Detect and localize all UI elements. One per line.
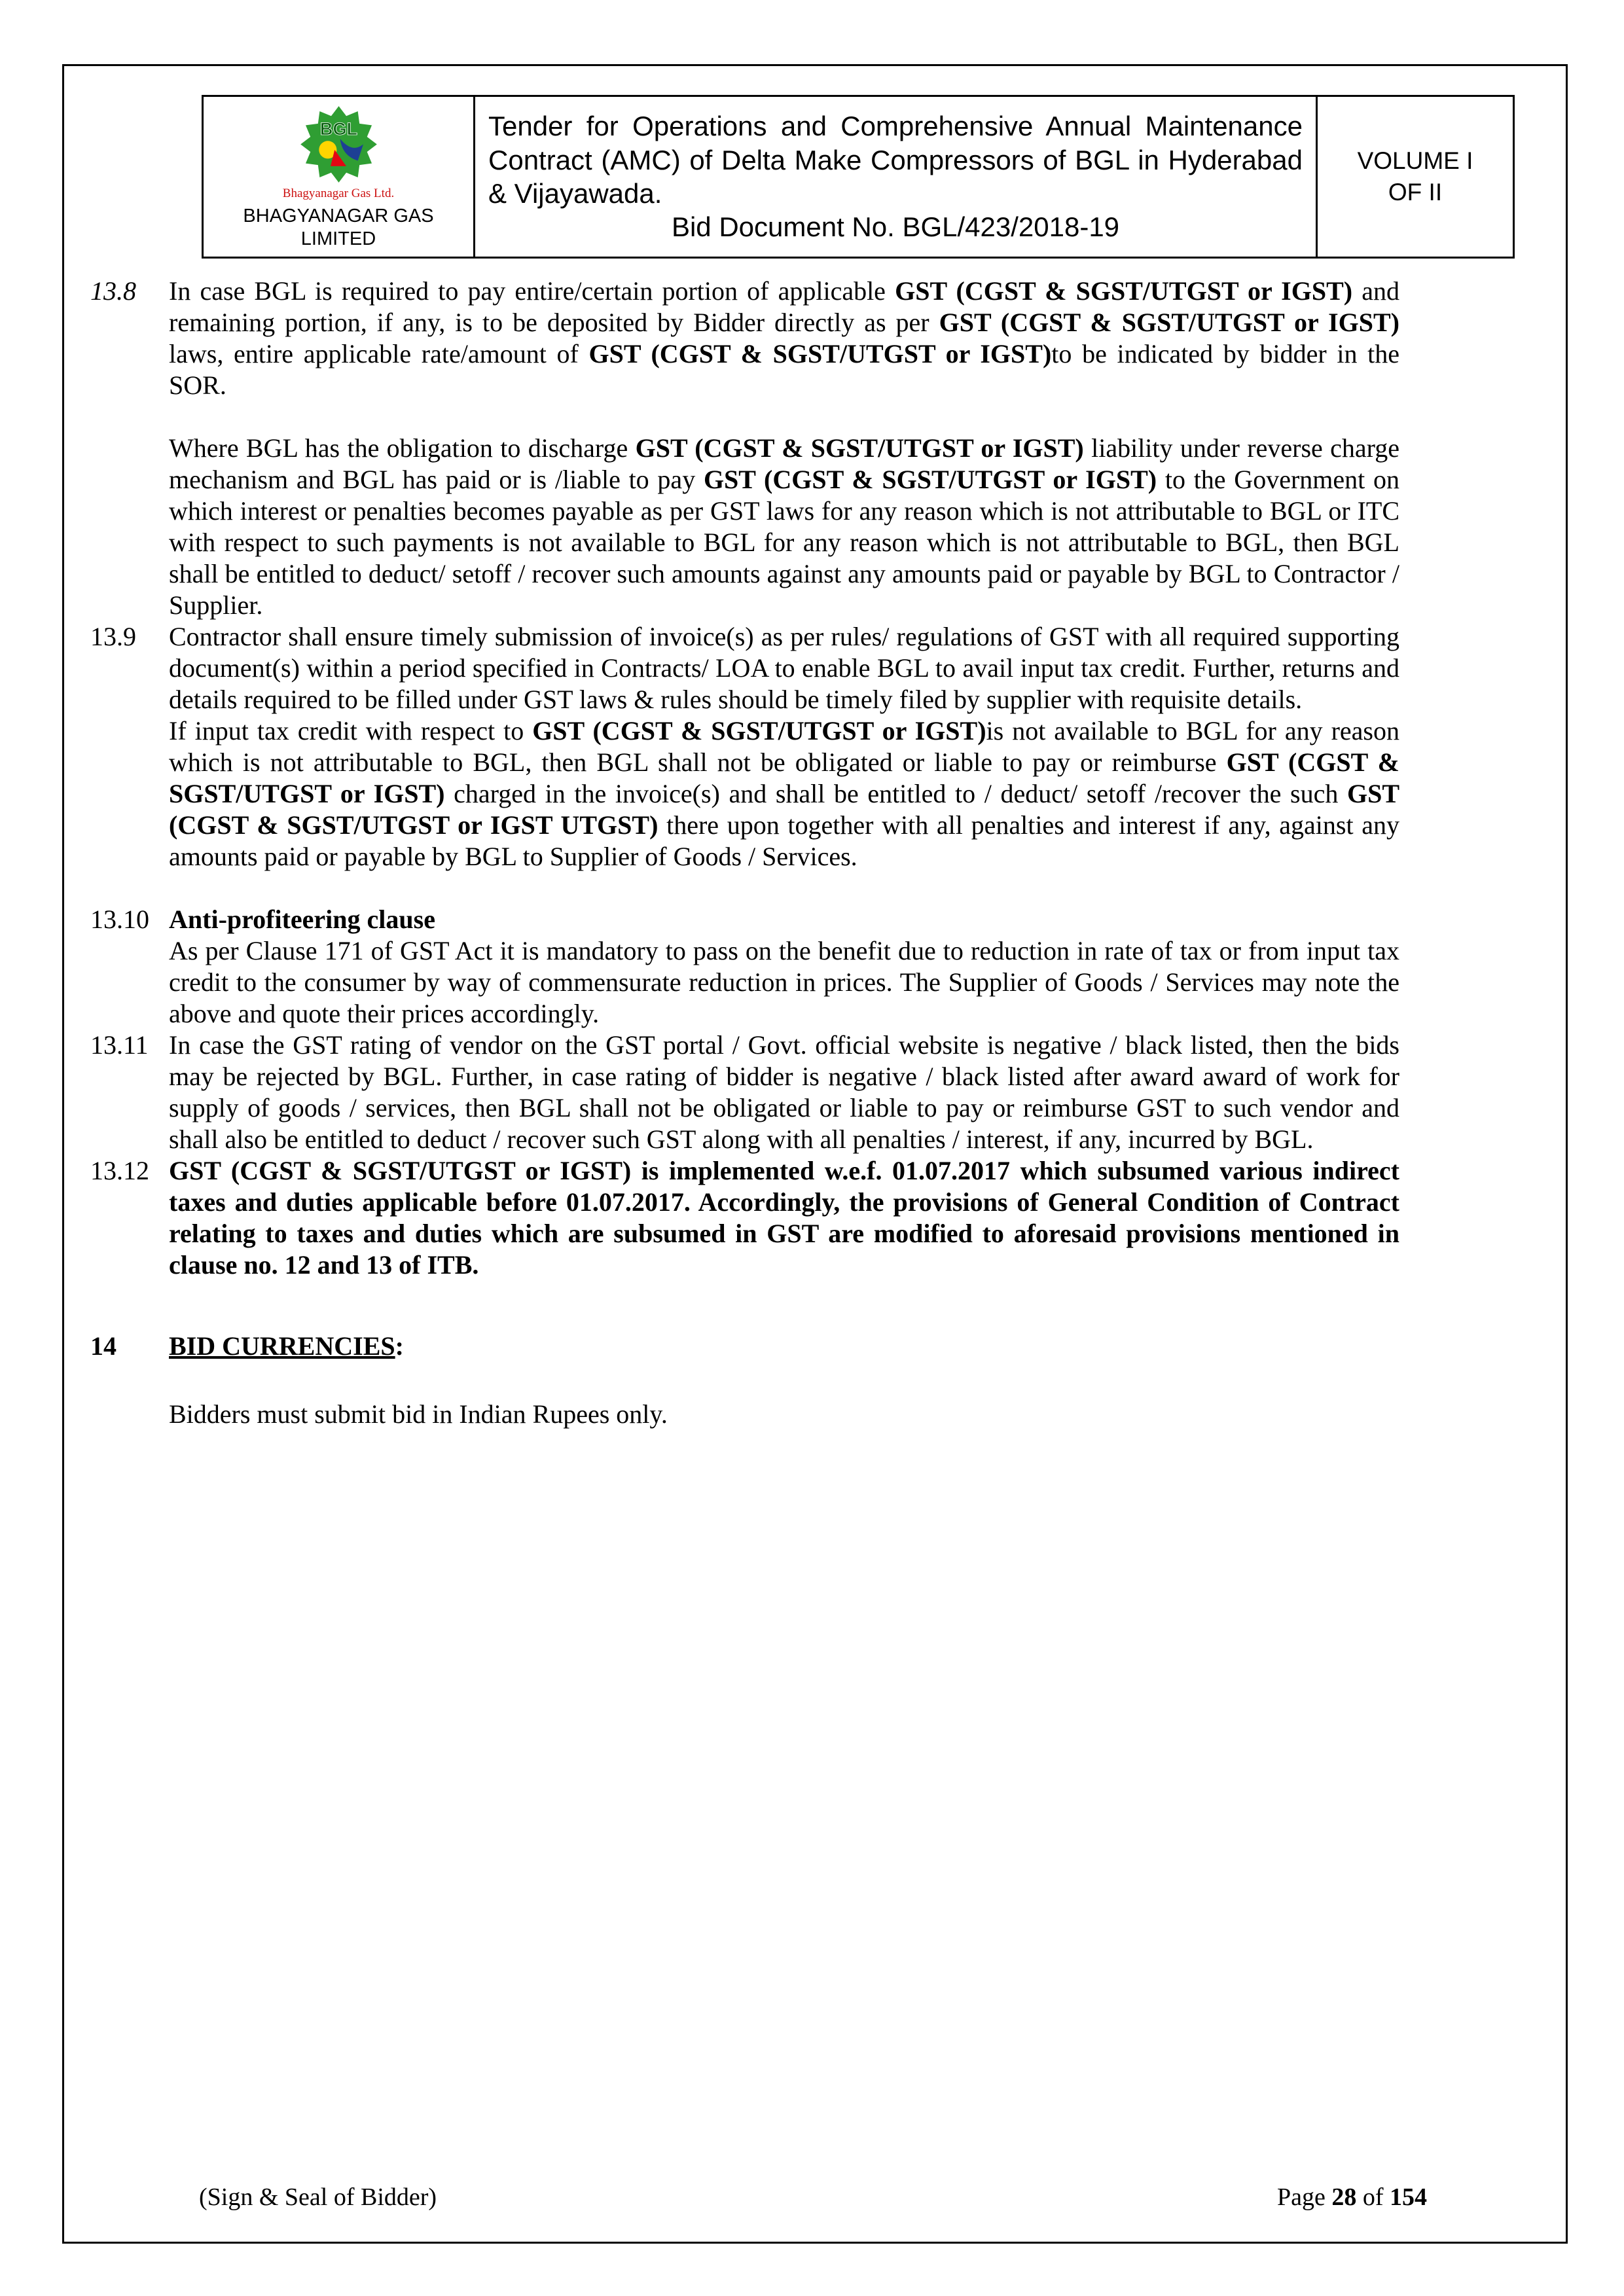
page-border — [62, 64, 1568, 2244]
company-logo-icon — [298, 103, 380, 185]
clause-number: 13.10 — [90, 904, 149, 934]
volume-line2: OF II — [1388, 178, 1443, 206]
sign-seal-label: (Sign & Seal of Bidder) — [199, 2183, 437, 2212]
header-table — [202, 95, 1515, 259]
clause-13-11 — [64, 1030, 1566, 1155]
volume-line1: VOLUME I — [1357, 147, 1473, 174]
clause-paragraph: In case the GST rating of vendor on the GST portal / Govt. official website is negative / black listed, then the bids may be rejected by BGL. Further, in case rating of bidder is negative / black listed after award award of work for supply of goods / services, then BGL shall not be obligated or liable to pay or reimburse GST to such vendor and shall also be entitled to deduct / recover such GST along with all penalties / interest, if any, incurred by BGL. — [169, 1030, 1399, 1154]
bid-currency-note — [64, 1399, 1566, 1430]
clause-13-9 — [64, 621, 1566, 872]
page-number: Page 28 of 154 — [1276, 2183, 1427, 2212]
header-logo-cell — [203, 96, 475, 258]
clause-paragraph: If input tax credit with respect to GST (CGST & SGST/UTGST or IGST)is not available to BGL for any reason which is not attributable to BGL, then BGL shall not be obligated or liable to pay or reimburse GST (CGST & SGST/UTGST or IGST) charged in the invoice(s) and shall be entitled to / deduct/ setoff /recover the such GST (CGST & SGST/UTGST or IGST UTGST) there upon together with all penalties and interest if any, against any amounts paid or payable by BGL to Supplier of Goods / Services. — [169, 715, 1399, 871]
clause-13-12 — [64, 1155, 1566, 1281]
clause-paragraph: GST (CGST & SGST/UTGST or IGST) is implemented w.e.f. 01.07.2017 which subsumed various indirect taxes and duties applicable before 01.07.2017. Accordingly, the provisions of General Condition of Contract relating to taxes and duties which are subsumed in GST are modified to aforesaid provisions mentioned in clause no. 12 and 13 of ITB. — [169, 1155, 1399, 1280]
spacer — [64, 1281, 1566, 1331]
clause-paragraph: Contractor shall ensure timely submission of invoice(s) as per rules/ regulations of GST with all required supporting document(s) within a period specified in Contracts/ LOA to enable BGL to avail input tax credit. Further, returns and details required to be filled under GST laws & rules should be timely filed by supplier with requisite details. — [169, 621, 1399, 714]
clause-13-8 — [64, 276, 1566, 621]
header-volume-cell — [1317, 96, 1514, 258]
clause-body — [169, 904, 1399, 1030]
clause-number: 13.9 — [90, 621, 136, 651]
clause-13-10 — [64, 904, 1566, 1030]
clause-paragraph: Where BGL has the obligation to discharge GST (CGST & SGST/UTGST or IGST) liability under reverse charge mechanism and BGL has paid or is /liable to pay GST (CGST & SGST/UTGST or IGST) to the Government on which interest or penalties becomes payable as per GST laws for any reason which is not attributable to BGL or ITC with respect to such payments is not available to BGL for any reason which is not attributable to BGL, then BGL shall be entitled to deduct/ setoff / recover such amounts against any amounts paid or payable by BGL to Contractor / Supplier. — [169, 433, 1399, 620]
clause-body — [169, 1331, 1399, 1362]
document-title: Tender for Operations and Comprehensive Annual Maintenance Contract (AMC) of Delta Make Compressors of BGL in Hyderabad & Vijayawada. — [488, 111, 1303, 209]
clause-paragraph: Bidders must submit bid in Indian Rupees only. — [169, 1399, 668, 1429]
logo-blob-shape — [300, 106, 377, 183]
clause-body — [169, 1155, 1399, 1281]
clause-paragraph: As per Clause 171 of GST Act it is mandatory to pass on the benefit due to reduction in rate of tax or from input tax credit to the consumer by way of commensurate reduction in prices. The Supplier of Goods / Services may note the above and quote their prices accordingly. — [169, 935, 1399, 1028]
clause-number: 13.11 — [90, 1030, 149, 1060]
logo-monogram: BGL — [319, 118, 357, 139]
clause-paragraph: In case BGL is required to pay entire/certain portion of applicable GST (CGST & SGST/UTGST or IGST) and remaining portion, if any, is to be deposited by Bidder directly as per GST (CGST & SGST/UTGST or IGST) laws, entire applicable rate/amount of GST (CGST & SGST/UTGST or IGST)to be indicated by bidder in the SOR. — [169, 276, 1400, 400]
page-footer — [64, 2183, 1566, 2213]
spacer — [64, 872, 1566, 904]
company-name: BHAGYANAGAR GAS LIMITED — [243, 206, 434, 250]
clause-heading: Anti-profiteering clause — [169, 904, 435, 934]
clause-body — [169, 1030, 1399, 1155]
clause-number: 13.12 — [90, 1155, 149, 1185]
clause-body — [169, 276, 1399, 621]
section-heading: BID CURRENCIES: — [169, 1331, 404, 1361]
header-title-cell — [475, 96, 1317, 258]
clauses-section — [64, 276, 1566, 1430]
clause-number: 13.8 — [90, 276, 136, 306]
bid-document-number: Bid Document No. BGL/423/2018-19 — [671, 211, 1120, 243]
clause-14 — [64, 1331, 1566, 1362]
logo-tagline: Bhagyanagar Gas Ltd. — [282, 187, 395, 200]
spacer — [64, 1362, 1566, 1399]
clause-number: 14 — [90, 1331, 117, 1361]
clause-body — [169, 621, 1399, 872]
clause-body — [169, 1399, 1399, 1430]
